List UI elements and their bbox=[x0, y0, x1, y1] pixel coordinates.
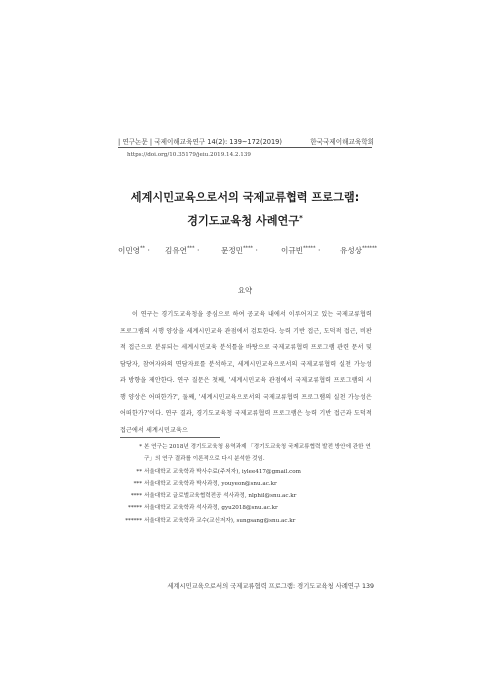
footnote-author-3: **** 서울대학교 글로벌교육협력전공 석사과정, nlphil@snu.ac.kr bbox=[130, 493, 297, 500]
footnote-author-2: *** 서울대학교 교육학과 박사과정, youyeon@snu.ac.kr bbox=[133, 480, 277, 487]
society-name: 한국국제이해교육학회 bbox=[310, 138, 374, 146]
abstract-heading: 요약 bbox=[237, 286, 253, 295]
abstract-body: 이 연구는 경기도교육청을 중심으로 하여 공교육 내에서 이루어지고 있는 국제교류협력 프로그램의 시행 양상을 세계시민교육 관점에서 검토한다. 능력 기반 접근, 도덕적 접근, 비판적 접근으로 분류되는 세계시민교육 분석틀을 바탕으로 국제교류협력 프로그램 관련 문서 및 담당자, 참여자와의 면담자료를 분석하고, 세계시민교육으로서의 국제교류협력 실천 가능성과 방향을 제안한다. 연구 질문은 첫째, '세계시민교육 관점에서 국제교류협력 프로그램의 시행 양상은 어떠한가?', 둘째, '세계시민교육으로서의 국제교류협력 프로그램의 실천 가능성은 어떠한가?'이다. 연구 결과, 경기도교육청 국제교류협력 프로그램은 능력 기반 접근과 도덕적 접근에서 세계시민교육으 bbox=[120, 311, 372, 434]
title-line-2: 경기도교육청 사례연구* bbox=[187, 214, 303, 228]
page-number: 139 bbox=[361, 583, 374, 590]
paper-title bbox=[118, 188, 372, 232]
footnote-author-4: ***** 서울대학교 교육학과 석사과정, gyu2018@snu.ac.kr bbox=[128, 505, 278, 512]
footnote-author-5: ****** 서울대학교 교육학과 교수(교신저자), sungsang@snu.ac.kr bbox=[125, 517, 296, 524]
author-5: 유성상****** bbox=[340, 245, 378, 255]
footnote-author-1: ** 서울대학교 교육학과 박사수료(주저자), iylee417@gmail.com bbox=[136, 468, 301, 475]
journal-citation: | 연구논문 | 국제이해교육연구 14(2): 139~172(2019) bbox=[118, 138, 282, 146]
footnote-rule bbox=[120, 437, 220, 438]
doi-link[interactable]: https://doi.org/10.35179/jeiu.2019.14.2.139 bbox=[127, 152, 251, 158]
page-footer bbox=[142, 581, 374, 590]
author-3: 문정민**** · bbox=[221, 245, 258, 255]
title-line-1: 세계시민교육으로서의 국제교류협력 프로그램: bbox=[130, 191, 360, 204]
running-head bbox=[118, 136, 374, 146]
author-1: 이민영** · bbox=[118, 245, 150, 255]
footnotes bbox=[120, 441, 372, 527]
title-footnote-mark: * bbox=[299, 214, 303, 222]
author-2: 김유연*** · bbox=[165, 245, 200, 255]
footer-running-title: 세계시민교육으로서의 국제교류협력 프로그램: 경기도교육청 사례연구 bbox=[167, 583, 360, 590]
author-4: 이규빈***** · bbox=[281, 245, 321, 255]
header-rule bbox=[118, 147, 372, 148]
footnote-funding: * 본 연구는 2018년 경기도교육청 용역과제 「경기도교육청 국제교류협력 발전 방안에 관한 연구」의 연구 결과를 이론적으로 다시 분석한 것임. bbox=[139, 444, 371, 463]
